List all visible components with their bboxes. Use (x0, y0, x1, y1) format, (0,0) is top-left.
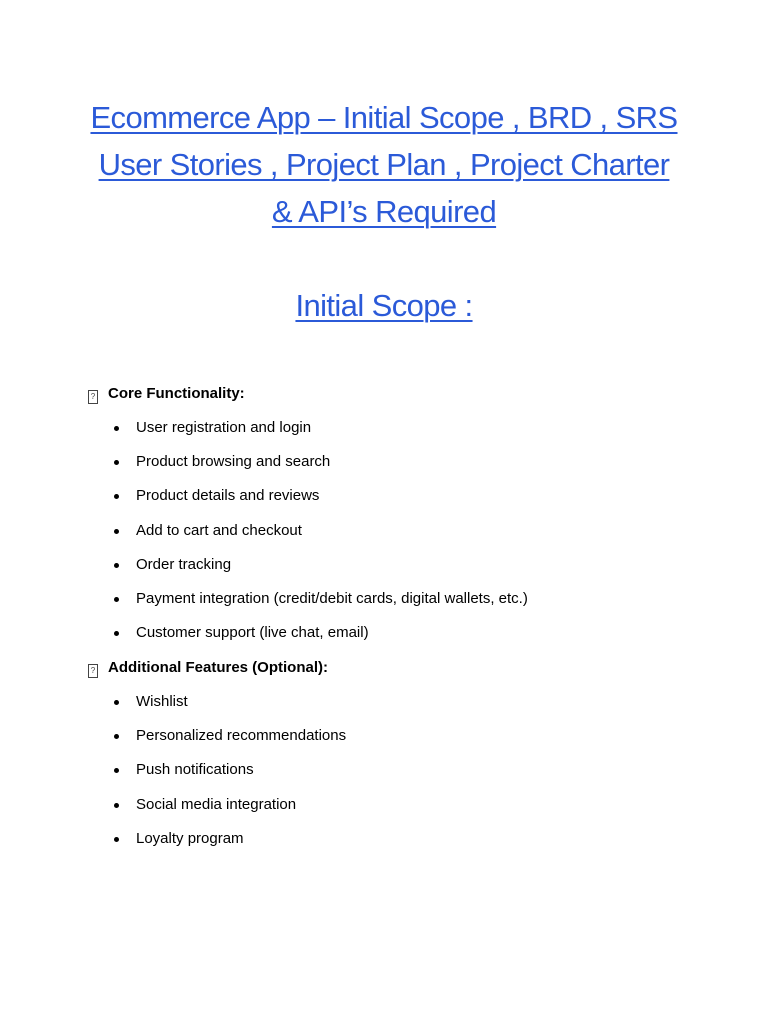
additional-features-heading: ? Additional Features (Optional): (88, 658, 328, 678)
initial-scope-heading: Initial Scope : (295, 288, 473, 323)
list-item: Push notifications (112, 760, 346, 794)
bullet-icon (114, 597, 119, 602)
list-item: Social media integration (112, 795, 346, 829)
bullet-icon (114, 460, 119, 465)
bullet-icon (114, 734, 119, 739)
bullet-icon (114, 426, 119, 431)
bullet-icon (114, 837, 119, 842)
list-item: Order tracking (112, 555, 528, 589)
title-line-3: & API’s Required (271, 194, 497, 229)
title-line-2: User Stories , Project Plan , Project Charter (98, 147, 670, 182)
list-item: User registration and login (112, 418, 528, 452)
bullet-icon (114, 631, 119, 636)
list-item: Wishlist (112, 692, 346, 726)
additional-features-list (112, 692, 346, 863)
bullet-icon (114, 494, 119, 499)
core-functionality-heading: ? Core Functionality: (88, 384, 245, 404)
list-item: Product browsing and search (112, 452, 528, 486)
list-item: Add to cart and checkout (112, 521, 528, 555)
bullet-icon (114, 700, 119, 705)
document-title (40, 94, 728, 235)
bullet-icon (114, 529, 119, 534)
list-item: Payment integration (credit/debit cards, digital wallets, etc.) (112, 589, 528, 623)
bullet-icon (114, 768, 119, 773)
bullet-icon (114, 803, 119, 808)
missing-glyph-icon: ? (88, 390, 98, 404)
list-item: Customer support (live chat, email) (112, 623, 528, 657)
bullet-icon (114, 563, 119, 568)
missing-glyph-icon: ? (88, 664, 98, 678)
list-item: Loyalty program (112, 829, 346, 863)
list-item: Personalized recommendations (112, 726, 346, 760)
core-functionality-list (112, 418, 528, 657)
title-line-1: Ecommerce App – Initial Scope , BRD , SRS (90, 100, 678, 135)
list-item: Product details and reviews (112, 486, 528, 520)
